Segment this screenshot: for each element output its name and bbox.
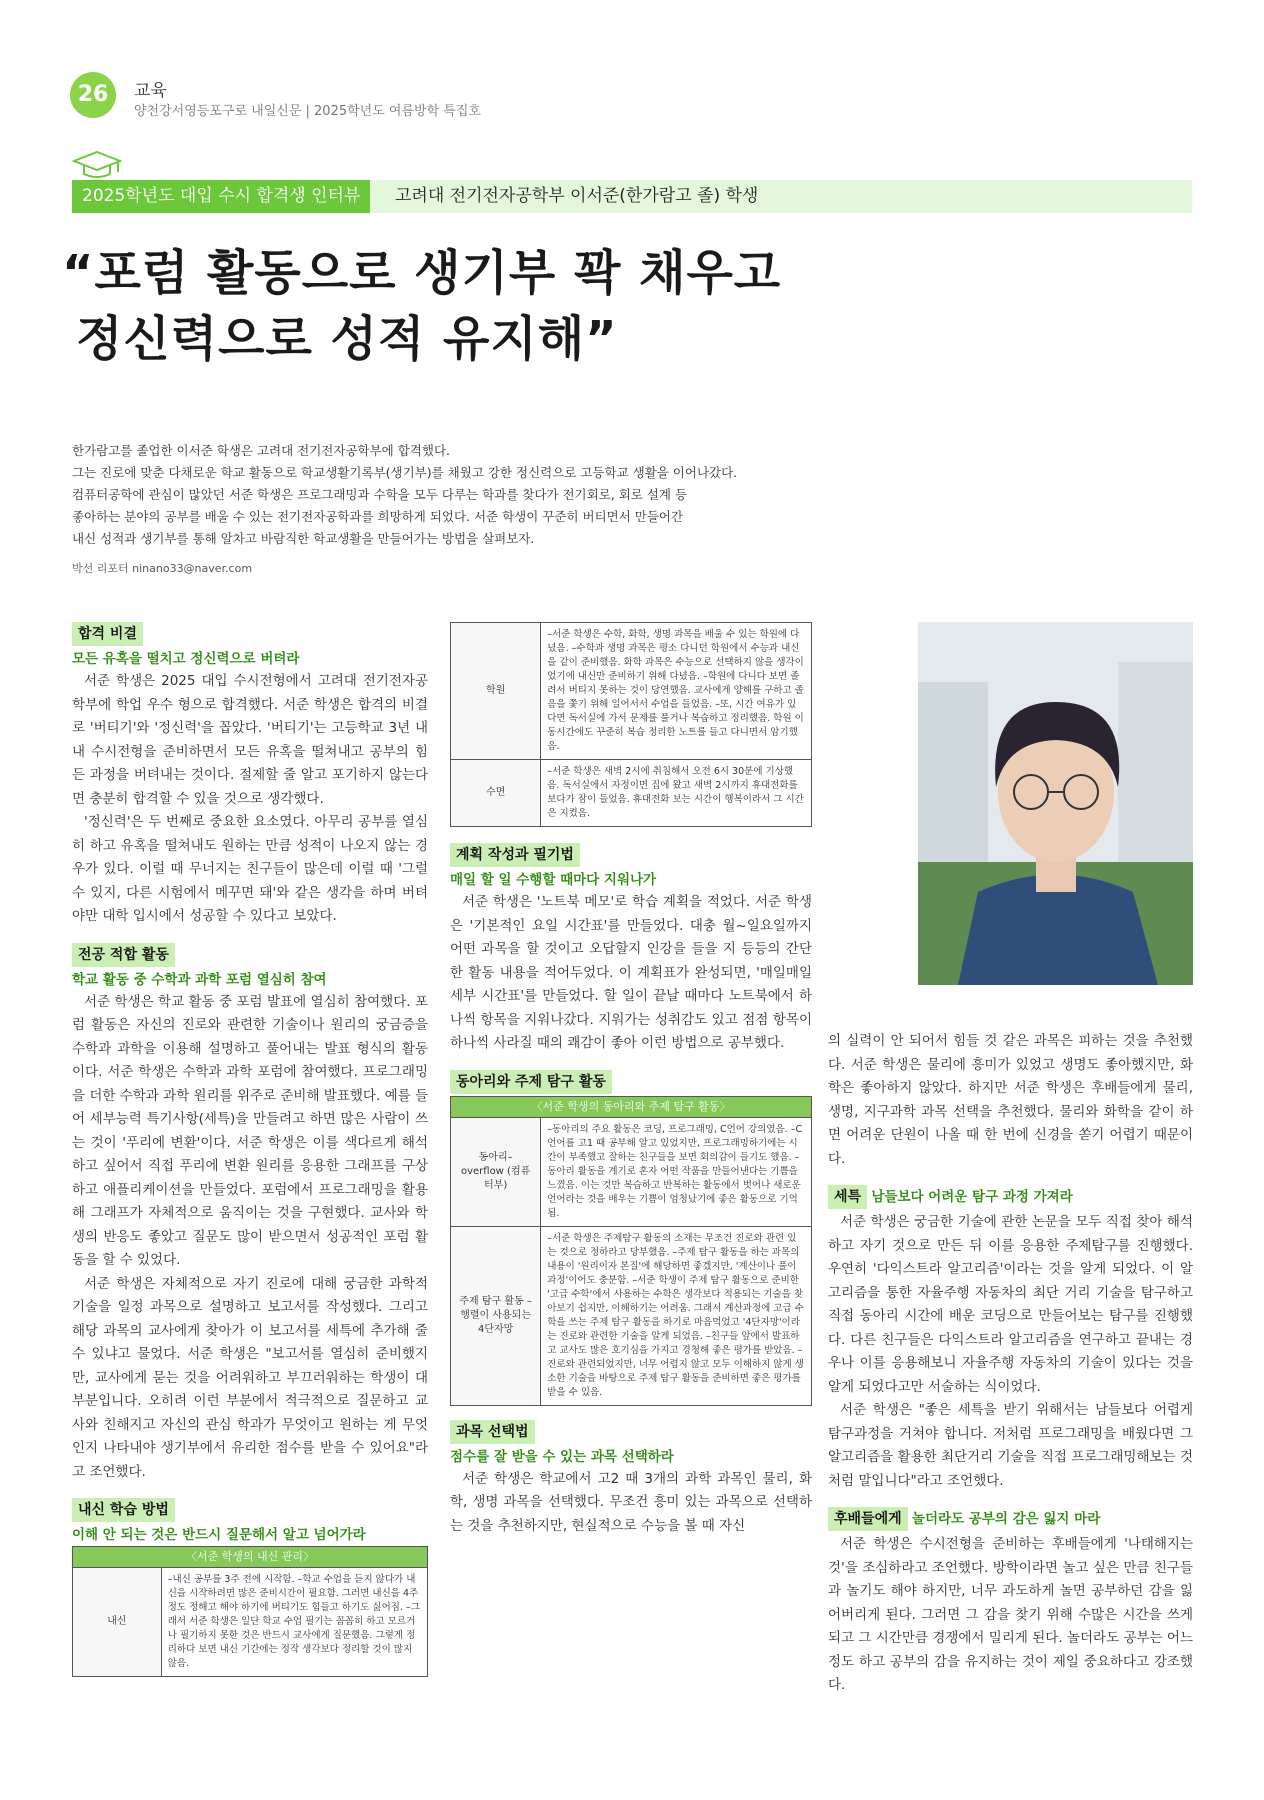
section-subtitle: 점수를 잘 받을 수 있는 과목 선택하라 bbox=[450, 1448, 674, 1465]
paragraph: 서준 학생은 자체적으로 자기 진로에 대해 궁금한 과학적 기술을 일정 과목으로 설명하고 보고서를 작성했다. 그리고 해당 과목의 교사에게 찾아가 이 보고서를 세특에 추가해 줄 수 있냐고 물었다. 서준 학생은 "보고서를 열심히 준비했지만, 교사에게 묻는 것을 어려워하고 부끄러워하는 학생이 대부분입니다. 오히려 이런 부분에서 적극적으로 질문하고 교사와 친해지고 자신의 관심 학과가 무엇이고 원하는 게 무엇인지 나타내야 생기부에서 유리한 점수를 받을 수 있어요"라고 조언했다. bbox=[72, 1275, 428, 1480]
lead-paragraph bbox=[72, 440, 812, 550]
section-subtitle: 남들보다 어려운 탐구 과정 가져라 bbox=[871, 1189, 1073, 1205]
paragraph: 서준 학생은 "좋은 세특을 받기 위해서는 남들보다 어렵게 탐구과정을 거쳐야 합니다. 저처럼 프로그래밍을 배웠다면 그 알고리즘을 활용한 최단거리 기술을 직접 프로그래밍해보는 것처럼 말입니다"라고 조언했다. bbox=[828, 1402, 1193, 1489]
paragraph: 서준 학생은 궁금한 기술에 관한 논문을 모두 직접 찾아 해석하고 자기 것으로 만든 뒤 이를 응용한 주제탐구를 진행했다. 우연히 '다익스트라 알고리즘'이라는 것을 알게 되었다. 이 알고리즘을 통한 자율주행 자동차의 최단 거리 기술을 탐구하고 직접 동아리 시간에 배운 코딩으로 만들어보는 탐구를 진행했다. 다른 친구들은 다익스트라 알고리즘을 연구하고 끝내는 경우나 이를 응용해보니 자율주행 자동차의 기술이 있다는 것을 알게 되었다고만 서술하는 식이었다. bbox=[828, 1214, 1193, 1395]
section-subtitle: 모든 유혹을 떨치고 정신력으로 버텨라 bbox=[72, 651, 300, 667]
column-2 bbox=[450, 622, 812, 1538]
table-label: 수면 bbox=[451, 760, 541, 827]
table-content: –서준 학생은 수학, 화학, 생명 과목을 배울 수 있는 학원에 다녔음. –수학과 생명 과목은 평소 다니던 학원에서 수능과 내신을 같이 준비했음. 화학 과목은 수능으로 선택하지 않을 생각이었기에 내신만 준비하기 위해 다녔음. –학원에 다니다 보면 졸려서 버티지 못하는 것이 당연했음. 교사에게 양해를 구하고 졸음을 쫓기 위해 일어서서 수업을 들었음. –또, 시간 여유가 있다면 독서실에 가서 문제를 풀거나 복습하고 정리했음. 학원 이동시간에도 꾸준히 복습 정리한 노트를 들고 다니면서 암기했음. bbox=[541, 623, 812, 760]
table-label: 내신 bbox=[73, 1568, 162, 1677]
section-heading bbox=[828, 1185, 1193, 1211]
column-1 bbox=[72, 622, 428, 1677]
table-content: –동아리의 주요 활동은 코딩, 프로그래밍, C언어 강의였음. –C언어를 고1 때 공부해 알고 있었지만, 프로그래밍하기에는 시간이 부족했고 잘하는 친구들을 보면 회의감이 들기도 했음. –동아리 활동을 계기로 혼자 어떤 작품을 만들어낸다는 기쁨을 느꼈음. 이는 것만 복습하고 반복하는 활동에서 벗어나 새로운 언어라는 것을 배우는 기쁨이 엄청났기에 좋은 활동으로 기억됨. bbox=[541, 1117, 812, 1226]
table-label: 주제 탐구 활동 –행렬이 사용되는 4단자망 bbox=[451, 1226, 541, 1405]
section-subtitle: 이해 안 되는 것은 반드시 질문해서 알고 넘어가라 bbox=[72, 1527, 366, 1543]
section-title: 합격 비결 bbox=[72, 622, 143, 646]
study-table bbox=[72, 1567, 428, 1677]
section-title: 내신 학습 방법 bbox=[72, 1498, 175, 1522]
section-title: 동아리와 주제 탐구 활동 bbox=[450, 1070, 612, 1094]
banner-subject: 고려대 전기전자공학부 이서준(한가람고 졸) 학생 bbox=[395, 186, 759, 206]
lead-line: 컴퓨터공학에 관심이 많았던 서준 학생은 프로그래밍과 수학을 모두 다루는 학과를 찾다가 전기회로, 회로 설계 등 bbox=[72, 487, 688, 502]
table-content: –서준 학생은 새벽 2시에 취침해서 오전 6시 30분에 기상했음. 독서실에서 자정이면 집에 왔고 새벽 2시까지 휴대전화를 보다가 잠이 들었음. 휴대전화 보는 시간이 행복이라서 그 시간은 지켰음. bbox=[541, 760, 812, 827]
table-row bbox=[451, 760, 812, 827]
section-subtitle: 매일 할 일 수행할 때마다 지워나가 bbox=[450, 872, 657, 888]
section-heading bbox=[828, 1507, 1193, 1533]
paragraph: 의 실력이 안 되어서 힘들 것 같은 과목은 피하는 것을 추천했다. 서준 학생은 물리에 흥미가 있었고 생명도 좋아했지만, 화학은 좋아하지 않았다. 하지만 서준 학생은 후배들에게 물리, 생명, 지구과학 과목 선택을 추천했다. 물리와 화학을 같이 하면 어려운 단원이 나올 때 한 번에 신경을 쏟기 어렵기 때문이다. bbox=[828, 1033, 1193, 1167]
lead-line: 한가람고를 졸업한 이서준 학생은 고려대 전기전자공학부에 합격했다. bbox=[72, 443, 450, 458]
paragraph: 서준 학생은 2025 대입 수시전형에서 고려대 전기전자공학부에 학업 우수 형으로 합격했다. 서준 학생은 합격의 비결로 '버티기'와 '정신력'을 꼽았다. '버티기'는 고등학교 3년 내내 수시전형을 준비하면서 모든 유혹을 떨쳐내고 공부의 힘든 과정을 버텨내는 것이다. 절제할 줄 알고 포기하지 않는다면 충분히 합격할 수 있을 것으로 생각했다. bbox=[72, 673, 428, 807]
section-label: 교육 bbox=[134, 81, 167, 101]
section-title: 후배들에게 bbox=[828, 1507, 908, 1531]
paragraph: 서준 학생은 학교에서 고2 때 3개의 과학 과목인 물리, 화학, 생명 과목을 선택했다. 무조건 흥미 있는 과목으로 선택하는 것을 추천하지만, 현실적으로 수능을 볼 때 자신 bbox=[450, 1470, 812, 1534]
section-title: 계획 작성과 필기법 bbox=[450, 843, 580, 867]
table-caption: 〈서준 학생의 내신 관리〉 bbox=[72, 1546, 428, 1567]
graduation-cap-icon bbox=[72, 150, 122, 180]
lead-line: 내신 성적과 생기부를 통해 알차고 바람직한 학교생활을 만들어가는 방법을 살펴보자. bbox=[72, 531, 535, 546]
headline bbox=[62, 240, 781, 372]
table-row bbox=[73, 1568, 428, 1677]
headline-line-2: 정신력으로 성적 유지해” bbox=[76, 311, 618, 367]
lead-line: 그는 진로에 맞춘 다채로운 학교 활동으로 학교생활기록부(생기부)를 채웠고 강한 정신력으로 고등학교 생활을 이어나갔다. bbox=[72, 465, 738, 480]
section-title: 전공 적합 활동 bbox=[72, 943, 175, 967]
student-photo bbox=[918, 622, 1193, 985]
table-caption: 〈서준 학생의 동아리와 주제 탐구 활동〉 bbox=[450, 1096, 812, 1117]
section-title: 과목 선택법 bbox=[450, 1420, 535, 1444]
table-label: 동아리– overflow (컴퓨터부) bbox=[451, 1117, 541, 1226]
table-content: –서준 학생은 주제탐구 활동의 소재는 무조건 진로와 관련 있는 것으로 정하라고 당부했음. –주제 탐구 활동을 하는 과목의 내용이 '원리이자 본질'에 해당하면 좋겠지만, '계산이나 풀이 과정'이어도 충분함. –서준 학생이 주제 탐구 활동으로 준비한 '고급 수학'에서 사용하는 수학은 생각보다 적용되는 기술을 찾아보기 쉽지만, 이해하기는 어려움. 그래서 계산과정에 고급 수학을 쓰는 주제 탐구 활동을 하기로 마음먹었고 '4단자망'이라는 진로와 관련한 기술을 알게 되었음. –친구들 앞에서 발표하고 교사도 많은 호기심을 가지고 경청해 좋은 평가를 받았음. –진로와 관련되었지만, 너무 어렵지 않고 모두 이해하지 않게 생소한 기술을 바탕으로 주제 탐구 활동을 준비하면 좋은 평가를 받을 수 있음. bbox=[541, 1226, 812, 1405]
table-label: 학원 bbox=[451, 623, 541, 760]
column-3 bbox=[828, 1030, 1193, 1698]
page-number: 26 bbox=[70, 72, 116, 118]
section-title: 세특 bbox=[828, 1185, 867, 1209]
paragraph: 서준 학생은 수시전형을 준비하는 후배들에게 '나태해지는 것'을 조심하라고 조언했다. 방학이라면 놀고 싶은 만큼 친구들과 놀기도 해야 하지만, 너무 과도하게 놀면 공부하던 감을 잃어버리게 된다. 그러면 그 감을 찾기 위해 수많은 시간을 쓰게 되고 그 시간만큼 경쟁에서 밀리게 된다. 놀더라도 공부는 어느 정도 하고 공부의 감을 유지하는 것이 제일 중요하다고 강조했다. bbox=[828, 1536, 1193, 1693]
table-row bbox=[451, 623, 812, 760]
academy-table bbox=[450, 622, 812, 827]
byline: 박선 리포터 ninano33@naver.com bbox=[72, 562, 253, 575]
paragraph: '정신력'은 두 번째로 중요한 요소였다. 아무리 공부를 열심히 하고 유혹을 떨쳐내도 원하는 만큼 성적이 나오지 않는 경우가 있다. 이럴 때 무너지는 친구들이 많은데 이럴 때 '그럴 수 있지, 다른 시험에서 메꾸면 돼'와 같은 생각을 하며 버텨야만 대학 입시에서 성공할 수 있다고 보았다. bbox=[72, 814, 428, 924]
publication-line: 양천강서영등포구로 내일신문 | 2025학년도 여름방학 특집호 bbox=[134, 104, 481, 119]
headline-line-1: “포럼 활동으로 생기부 꽉 채우고 bbox=[62, 245, 782, 301]
table-content: –내신 공부를 3주 전에 시작함. –학교 수업을 듣지 않다가 내신을 시작하려면 많은 준비시간이 필요함. 그러면 내신을 4주 정도 정해고 해야 하기에 버티기도 힘들고 하기도 싫어짐. –그래서 서준 학생은 일단 학교 수업 필기는 꼼꼼히 하고 모르거나 필기하지 못한 것은 반드시 교사에게 질문했음. 그렇게 정리하다 보면 내신 기간에는 정작 생각보다 정리할 것이 많지 않음. bbox=[161, 1568, 427, 1677]
lead-line: 좋아하는 분야의 공부를 배울 수 있는 전기전자공학과를 희망하게 되었다. 서준 학생이 꾸준히 버티면서 만들어간 bbox=[72, 509, 684, 524]
club-table bbox=[450, 1117, 812, 1406]
table-row bbox=[451, 1226, 812, 1405]
table-row bbox=[451, 1117, 812, 1226]
banner-tag: 2025학년도 대입 수시 합격생 인터뷰 bbox=[72, 180, 370, 213]
section-subtitle: 놀더라도 공부의 감은 잃지 마라 bbox=[911, 1511, 1101, 1527]
paragraph: 서준 학생은 학교 활동 중 포럼 발표에 열심히 참여했다. 포럼 활동은 자신의 진로와 관련한 기술이나 원리의 궁금증을 수학과 과학을 이용해 설명하고 풀어내는 발표 형식의 활동이다. 서준 학생은 수학과 과학 포럼에 참여했다. 프로그래밍을 더한 수학과 과학 원리를 위주로 준비해 발표했다. 예를 들어 세부능력 특기사항(세특)을 만들려고 하면 많은 사람이 쓰는 것이 '푸리에 변환'이다. 서준 학생은 이를 색다르게 해석하고 싶어서 직접 푸리에 변환 원리를 응용한 그래프를 구상하고 애플리케이션을 만들었다. 포럼에서 프로그래밍을 활용해 그래프가 자체적으로 움직이는 것을 구현했다. 교사와 학생의 반응도 좋았고 질문도 많이 받으면서 성공적인 포럼 활동을 할 수 있었다. bbox=[72, 993, 428, 1268]
section-subtitle: 학교 활동 중 수학과 과학 포럼 열심히 참여 bbox=[72, 971, 327, 988]
paragraph: 서준 학생은 '노트북 메모'로 학습 계획을 적었다. 서준 학생은 '기본적인 요일 시간표'를 만들었다. 대충 월~일요일까지 어떤 과목을 할 것이고 오답할지 인강을 들을 지 등등의 간단한 활동 내용을 적어두었다. 이 계획표가 완성되면, '매일매일 세부 시간표'를 만들었다. 할 일이 끝날 때마다 노트북에서 하나씩 항목을 지워나갔다. 지워가는 성취감도 있고 점점 항목이 하나씩 사라질 때의 쾌감이 좋아 이런 방법으로 공부했다. bbox=[450, 894, 812, 1051]
